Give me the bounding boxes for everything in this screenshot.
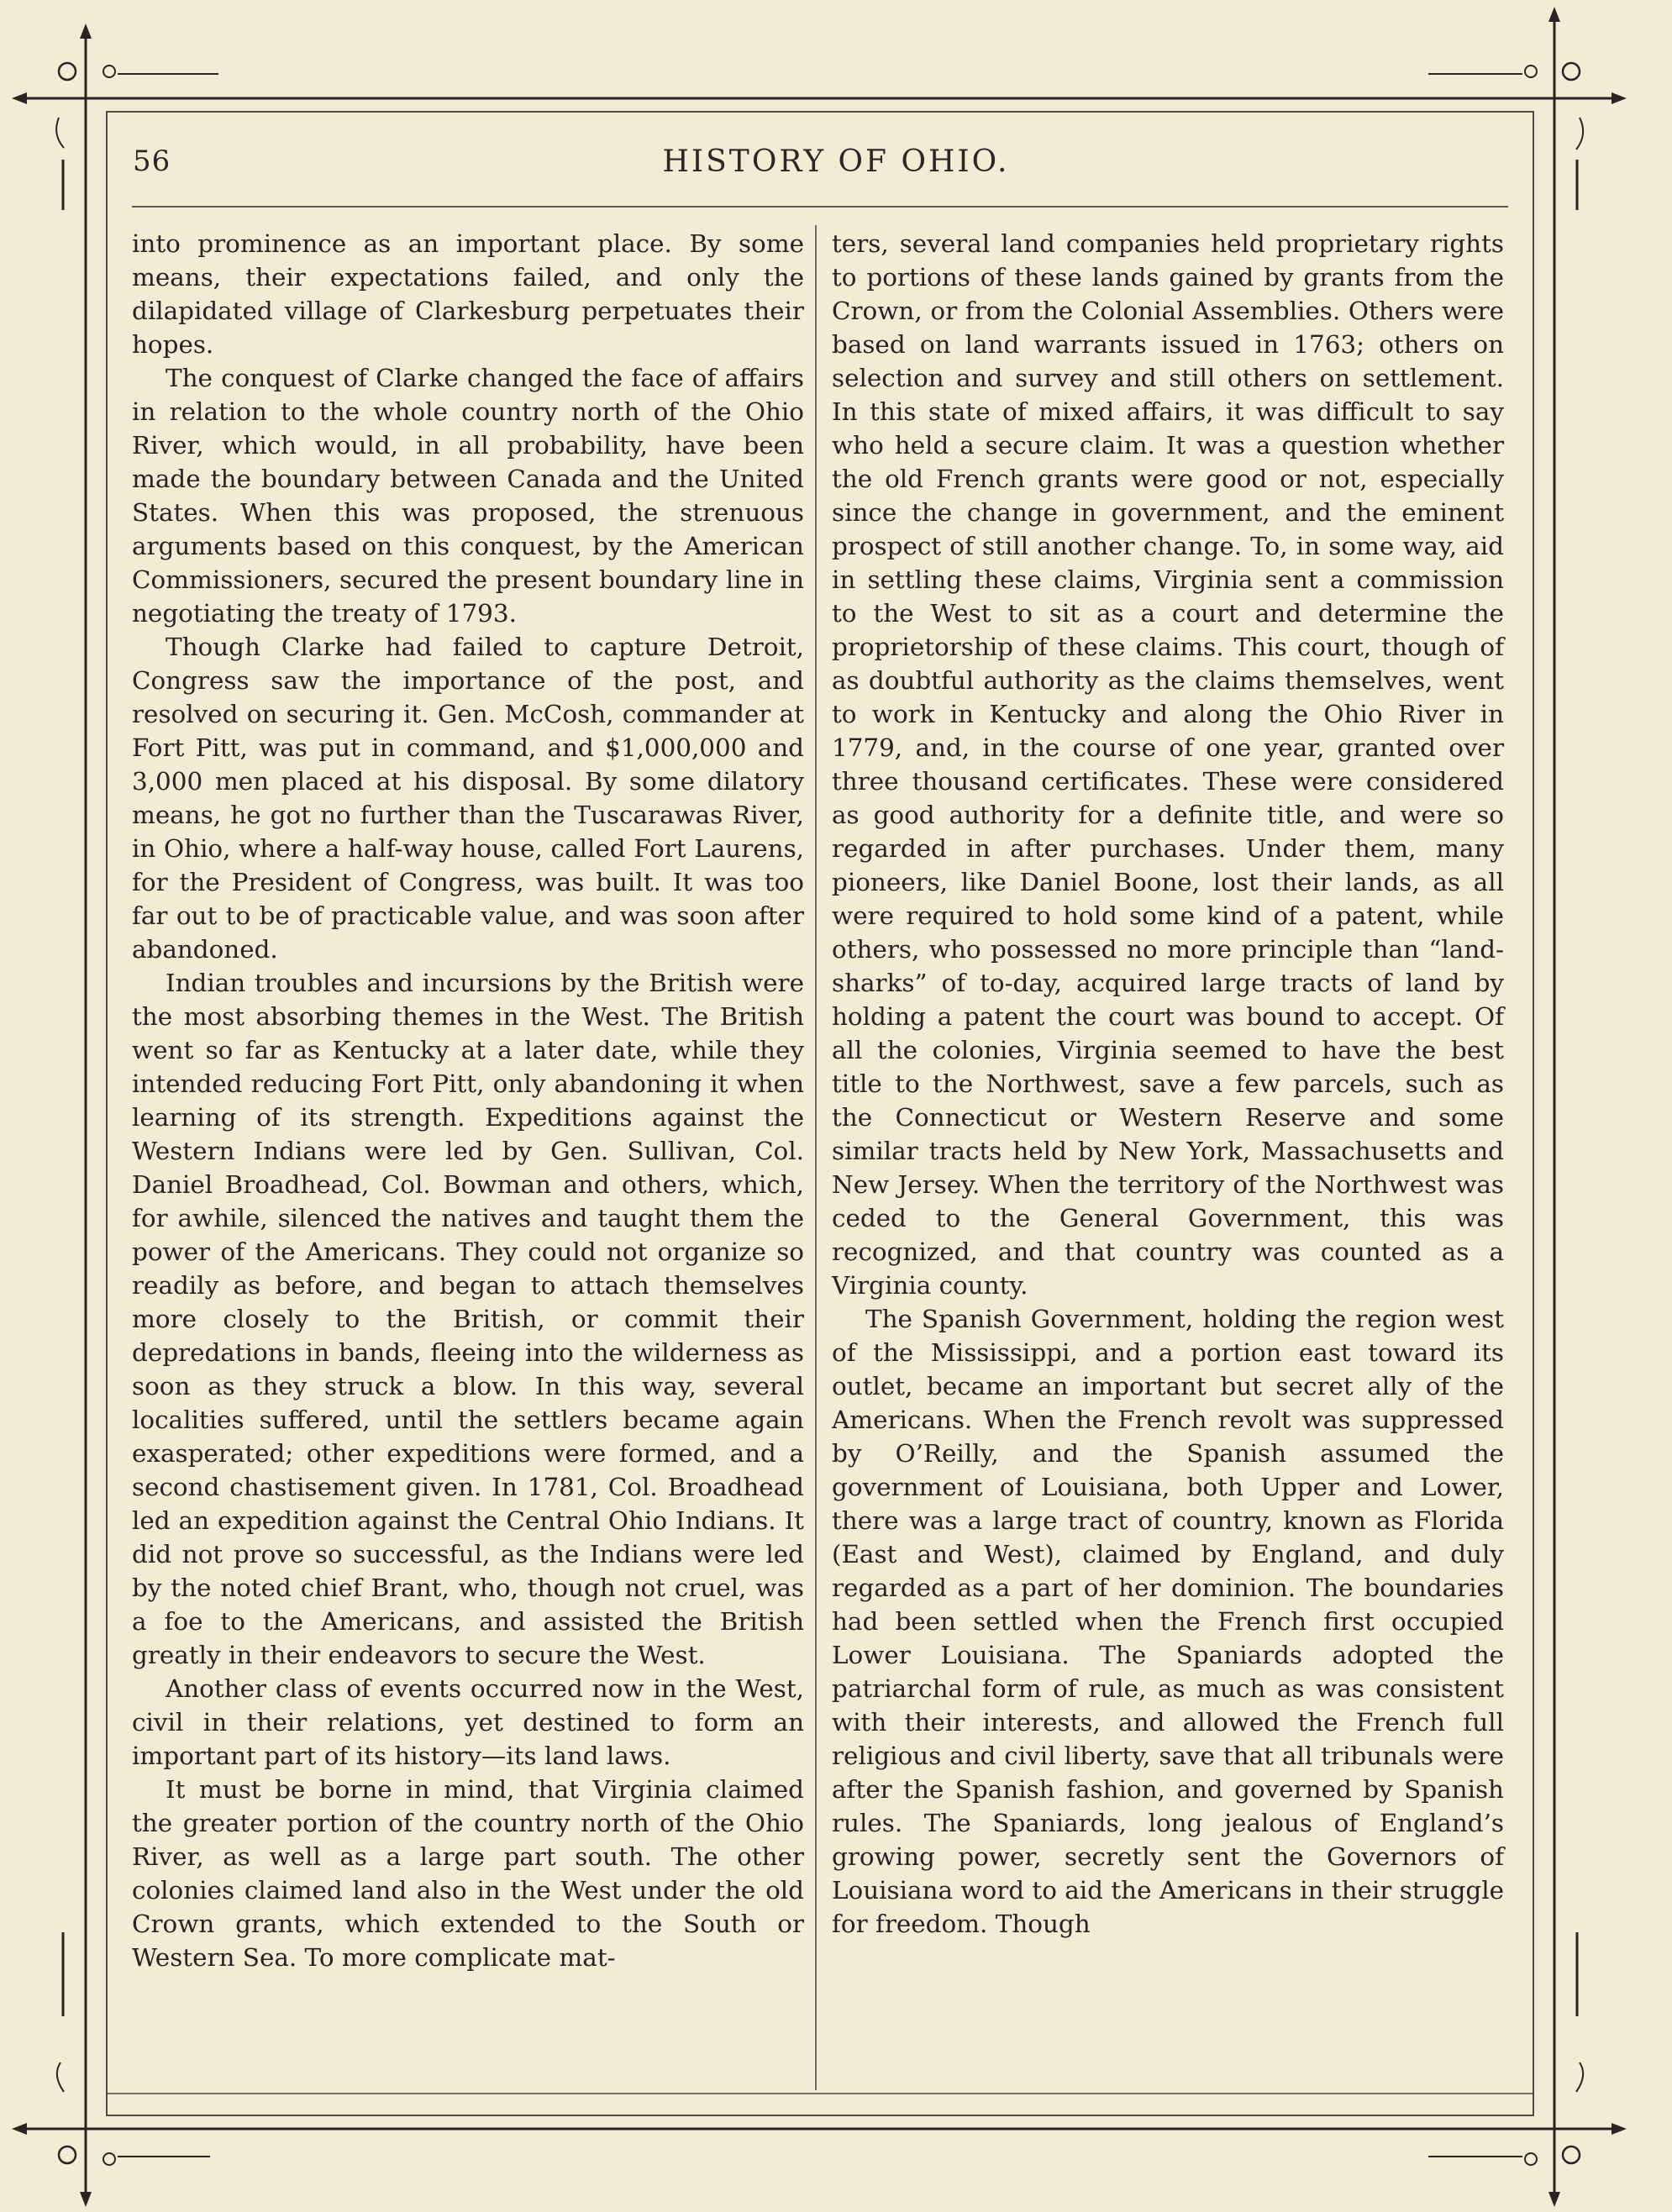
paragraph: The conquest of Clarke changed the face of affairs in relation to the whole country north of the Ohio River, which would, in all probability, have been made the boundary between Canada and the United States. When this was proposed, the strenuous arguments based on this conquest, by the American Commissioners, secured the present boundary line in negotiating the treaty of 1793. bbox=[132, 364, 804, 628]
paragraph: The Spanish Government, holding the region west of the Mississippi, and a portion east toward its outlet, became an important but secret ally of the Americans. When the French revolt was suppressed by O’Reilly, and the Spanish assumed the government of Louisiana, both Upper and Lower, there was a large tract of country, known as Florida (East and West), claimed by England, and duly regarded as a part of her dominion. The boundaries had been settled when the French first occupied Lower Louisiana. The Spaniards adopted the patriarchal form of rule, as much as was consistent with their interests, and allowed the French full religious and civil liberty, save that all tribunals were after the Spanish fashion, and governed by Spanish rules. The Spaniards, long jealous of England’s growing power, secretly sent the Governors of Louisiana word to aid the Americans in their struggle for freedom. Though bbox=[832, 1305, 1504, 1938]
running-title: HISTORY OF OHIO. bbox=[662, 144, 1010, 179]
left-column bbox=[132, 227, 804, 1974]
paragraph: Though Clarke had failed to capture Detroit, Congress saw the importance of the post, and resolved on securing it. Gen. McCosh, commander at Fort Pitt, was put in command, and $1,000,000 and 3,000 men placed at his disposal. By some dilatory means, he got no further than the Tuscarawas River, in Ohio, where a half-way house, called Fort Laurens, for the President of Congress, was built. It was too far out to be of practicable value, and was soon after abandoned. bbox=[132, 633, 804, 964]
paragraph: Indian troubles and incursions by the British were the most absorbing themes in the West. The British went so far as Kentucky at a later date, while they intended reducing Fort Pitt, only abandoning it when learning of its strength. Expeditions against the Western Indians were led by Gen. Sullivan, Col. Daniel Broadhead, Col. Bowman and others, which, for awhile, silenced the natives and taught them the power of the Americans. They could not organize so readily as before, and began to attach themselves more closely to the British, or commit their depredations in bands, fleeing into the wilderness as soon as they struck a blow. In this way, several localities suffered, until the settlers became again exasperated; other expeditions were formed, and a second chastisement given. In 1781, Col. Broadhead led an expedition against the Central Ohio Indians. It did not prove so successful, as the Indians were led by the noted chief Brant, who, though not cruel, was a foe to the Americans, and assisted the British greatly in their endeavors to secure the West. bbox=[132, 969, 804, 1669]
paragraph: into prominence as an important place. By some means, their expectations failed, and only the dilapidated village of Clarkesburg perpetuates their hopes. bbox=[132, 229, 804, 359]
page-number: 56 bbox=[133, 144, 171, 178]
paragraph: Another class of events occurred now in the West, civil in their relations, yet destined to form an important part of its history—its land laws. bbox=[132, 1674, 804, 1770]
right-column bbox=[832, 227, 1504, 1941]
paragraph: ters, several land companies held proprietary rights to portions of these lands gained by grants from the Crown, or from the Colonial Assemblies. Others were based on land warrants issued in 1763; others on selection and survey and still others on settlement. In this state of mixed affairs, it was difficult to say who held a secure claim. It was a question whether the old French grants were good or not, especially since the change in government, and the eminent prospect of still another change. To, in some way, aid in settling these claims, Virginia sent a commission to the West to sit as a court and determine the proprietorship of these claims. This court, though of as doubtful authority as the claims themselves, went to work in Kentucky and along the Ohio River in 1779, and, in the course of one year, granted over three thousand certificates. These were considered as good authority for a definite title, and were so regarded in after purchases. Under them, many pioneers, like Daniel Boone, lost their lands, as all were required to hold some kind of a patent, while others, who possessed no more principle than “land-sharks” of to-day, acquired large tracts of land by holding a patent the court was bound to accept. Of all the colonies, Virginia seemed to have the best title to the Northwest, save a few parcels, such as the Connecticut or Western Reserve and some similar tracts held by New York, Massachusetts and New Jersey. When the territory of the Northwest was ceded to the General Government, this was recognized, and that country was counted as a Virginia county. bbox=[832, 229, 1504, 1300]
paragraph: It must be borne in mind, that Virginia claimed the greater portion of the country north of the Ohio River, as well as a large part south. The other colonies claimed land also in the West under the old Crown grants, which extended to the South or Western Sea. To more complicate mat- bbox=[132, 1775, 804, 1972]
